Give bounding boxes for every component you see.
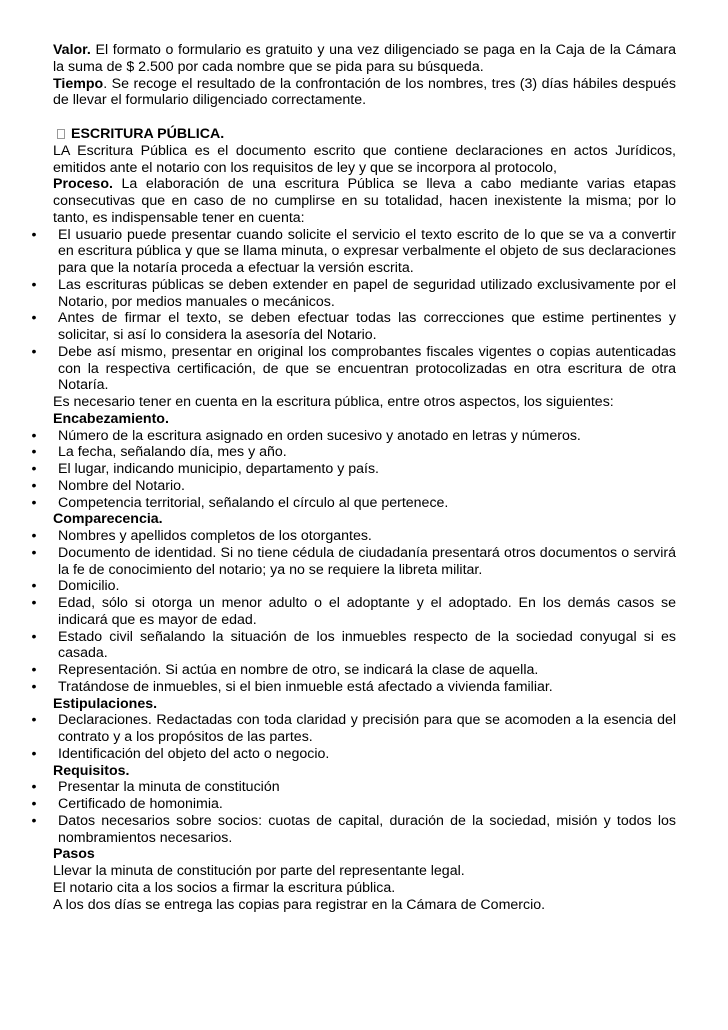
pasos-heading: Pasos bbox=[53, 846, 95, 863]
encabezamiento-heading: Encabezamiento. bbox=[53, 410, 169, 427]
list-item-text: Declaraciones. Redactadas con toda claridad y precisión para que se acomoden a la esencia del contrato y a los propósitos de las partes. bbox=[58, 712, 676, 745]
bullet-icon: • bbox=[31, 595, 37, 611]
list-item-text: Nombre del Notario. bbox=[58, 477, 185, 494]
bullet-icon: • bbox=[31, 343, 37, 360]
list-item bbox=[31, 812, 676, 847]
list-item bbox=[31, 528, 676, 545]
pasos-line: Llevar la minuta de constitución por parte del representante legal. bbox=[53, 863, 465, 879]
list-item bbox=[31, 343, 676, 394]
encabezamiento-list bbox=[31, 427, 676, 512]
list-item bbox=[31, 310, 676, 344]
list-item-text: Competencia territorial, señalando el círculo al que pertenece. bbox=[58, 494, 449, 511]
bullet-icon: • bbox=[31, 779, 37, 796]
document-body bbox=[31, 42, 676, 913]
list-item-text: Documento de identidad. Si no tiene cédula de ciudadanía presentará otros documentos o servirá la fe de conocimiento del notario; ya no se requiere la libreta militar. bbox=[58, 544, 676, 578]
list-item bbox=[31, 779, 676, 796]
valor-label: Valor. bbox=[53, 42, 91, 58]
list-item-text: Estado civil señalando la situación de los inmuebles respecto de la sociedad conyugal si es casada. bbox=[58, 628, 676, 662]
comparecencia-heading: Comparecencia. bbox=[53, 511, 163, 528]
bullet-icon: • bbox=[31, 310, 37, 327]
bullet-icon: • bbox=[31, 276, 37, 293]
bullet-icon: • bbox=[31, 494, 37, 511]
list-item bbox=[31, 494, 676, 512]
pasos-line: A los dos días se entrega las copias para registrar en la Cámara de Comercio. bbox=[53, 896, 546, 913]
escritura-title: ESCRITURA PÚBLICA. bbox=[71, 126, 225, 142]
list-item bbox=[31, 712, 676, 746]
proceso-text: La elaboración de una escritura Pública se lleva a cabo mediante varias etapas consecutivas que en caso de no cumplirse en su totalidad, hacen inexistente la misma; por lo tanto, es indispensable tener en cuenta: bbox=[53, 176, 676, 226]
list-item bbox=[31, 678, 676, 696]
tiempo-paragraph bbox=[53, 76, 676, 110]
list-item bbox=[31, 427, 676, 445]
list-item-text: El usuario puede presentar cuando solicite el servicio el texto escrito de lo que se va a convertir en escritura pública y que se llama minuta, o expresar verbalmente el objeto de sus declaraciones para que la notaría proceda a efectuar la versión escrita. bbox=[58, 226, 676, 276]
list-item bbox=[31, 745, 676, 763]
list-item bbox=[31, 226, 676, 277]
requisitos-heading: Requisitos. bbox=[53, 762, 130, 779]
bullet-icon: • bbox=[31, 678, 37, 695]
bullet-icon: • bbox=[31, 812, 37, 829]
list-item-text: Nombres y apellidos completos de los otorgantes. bbox=[58, 528, 372, 544]
proceso-paragraph bbox=[53, 176, 676, 226]
comparecencia-list bbox=[31, 528, 676, 696]
list-item bbox=[31, 477, 676, 495]
list-item bbox=[31, 595, 676, 629]
list-item bbox=[31, 578, 676, 595]
bullet-icon: • bbox=[31, 712, 37, 729]
spacer bbox=[53, 109, 676, 126]
list-item-text: Representación. Si actúa en nombre de otro, se indicará la clase de aquella. bbox=[58, 662, 539, 678]
list-item bbox=[31, 461, 676, 478]
valor-text: El formato o formulario es gratuito y una vez diligenciado se paga en la Caja de la Cámara la suma de $ 2.500 por cada nombre que se pida para su búsqueda. bbox=[53, 42, 676, 75]
list-item-text: Tratándose de inmuebles, si el bien inmueble está afectado a vivienda familiar. bbox=[58, 678, 553, 695]
aspects-intro: Es necesario tener en cuenta en la escritura pública, entre otros aspectos, los siguientes: bbox=[53, 394, 614, 410]
list-item bbox=[31, 662, 676, 679]
list-item-text: Edad, sólo si otorga un menor adulto o el adoptante y el adoptado. En los demás casos se indicará que es mayor de edad. bbox=[58, 595, 676, 628]
estipulaciones-heading: Estipulaciones. bbox=[53, 695, 158, 712]
tiempo-text: . Se recoge el resultado de la confrontación de los nombres, tres (3) días hábiles después de llevar el formulario diligenciado correctamente. bbox=[53, 75, 676, 109]
list-item-text: La fecha, señalando día, mes y año. bbox=[58, 444, 287, 461]
list-item-text: Certificado de homonimia. bbox=[58, 796, 223, 812]
list-item bbox=[31, 444, 676, 461]
list-item-text: Identificación del objeto del acto o negocio. bbox=[58, 745, 330, 762]
pasos-line: El notario cita a los socios a firmar la escritura pública. bbox=[53, 879, 396, 896]
list-item bbox=[31, 544, 676, 579]
bullet-icon: • bbox=[31, 745, 37, 762]
escritura-definition: LA Escritura Pública es el documento escrito que contiene declaraciones en actos Jurídicos, emitidos ante el notario con los requisitos de ley y que se incorpora al protocolo, bbox=[53, 142, 676, 176]
escritura-heading bbox=[53, 126, 676, 143]
list-item bbox=[31, 628, 676, 663]
list-item-text: Presentar la minuta de constitución bbox=[58, 779, 280, 796]
list-item-text: Antes de firmar el texto, se deben efectuar todas las correcciones que estime pertinentes y solicitar, si así lo considera la asesoría del Notario. bbox=[58, 310, 676, 343]
bullet-icon: • bbox=[31, 461, 37, 477]
proceso-label: Proceso. bbox=[53, 176, 113, 193]
bullet-icon: • bbox=[31, 628, 37, 645]
list-item bbox=[31, 276, 676, 311]
bullet-icon: • bbox=[31, 578, 37, 595]
list-item-text: Datos necesarios sobre socios: cuotas de capital, duración de la sociedad, misión y todos los nombramientos necesarios. bbox=[58, 812, 676, 846]
list-item-text: Debe así mismo, presentar en original los comprobantes fiscales vigentes o copias autenticadas con la respectiva certificación, de que se encuentran protocolizadas en otra escritura de otra Notaría. bbox=[58, 343, 676, 394]
estipulaciones-list bbox=[31, 712, 676, 762]
bullet-icon: • bbox=[31, 544, 37, 561]
bullet-icon: • bbox=[31, 477, 37, 494]
list-item-text: Número de la escritura asignado en orden sucesivo y anotado en letras y números. bbox=[58, 427, 581, 444]
bullet-icon: • bbox=[31, 226, 37, 243]
list-item-text: Las escrituras públicas se deben extender en papel de seguridad utilizado exclusivamente por el Notario, por medios manuales o mecánicos. bbox=[58, 276, 676, 310]
tiempo-label: Tiempo bbox=[53, 75, 104, 92]
bullet-icon: • bbox=[31, 427, 37, 444]
list-item-text: El lugar, indicando municipio, departamento y país. bbox=[58, 461, 379, 477]
bullet-icon: • bbox=[31, 662, 37, 678]
list-item bbox=[31, 796, 676, 813]
escritura-list bbox=[31, 226, 676, 395]
bullet-icon: • bbox=[31, 528, 37, 544]
bullet-icon: • bbox=[31, 444, 37, 461]
list-item-text: Domicilio. bbox=[58, 578, 120, 595]
requisitos-list bbox=[31, 779, 676, 846]
bullet-icon: • bbox=[31, 796, 37, 812]
checkbox-symbol-icon bbox=[57, 129, 65, 139]
valor-paragraph bbox=[53, 42, 676, 76]
